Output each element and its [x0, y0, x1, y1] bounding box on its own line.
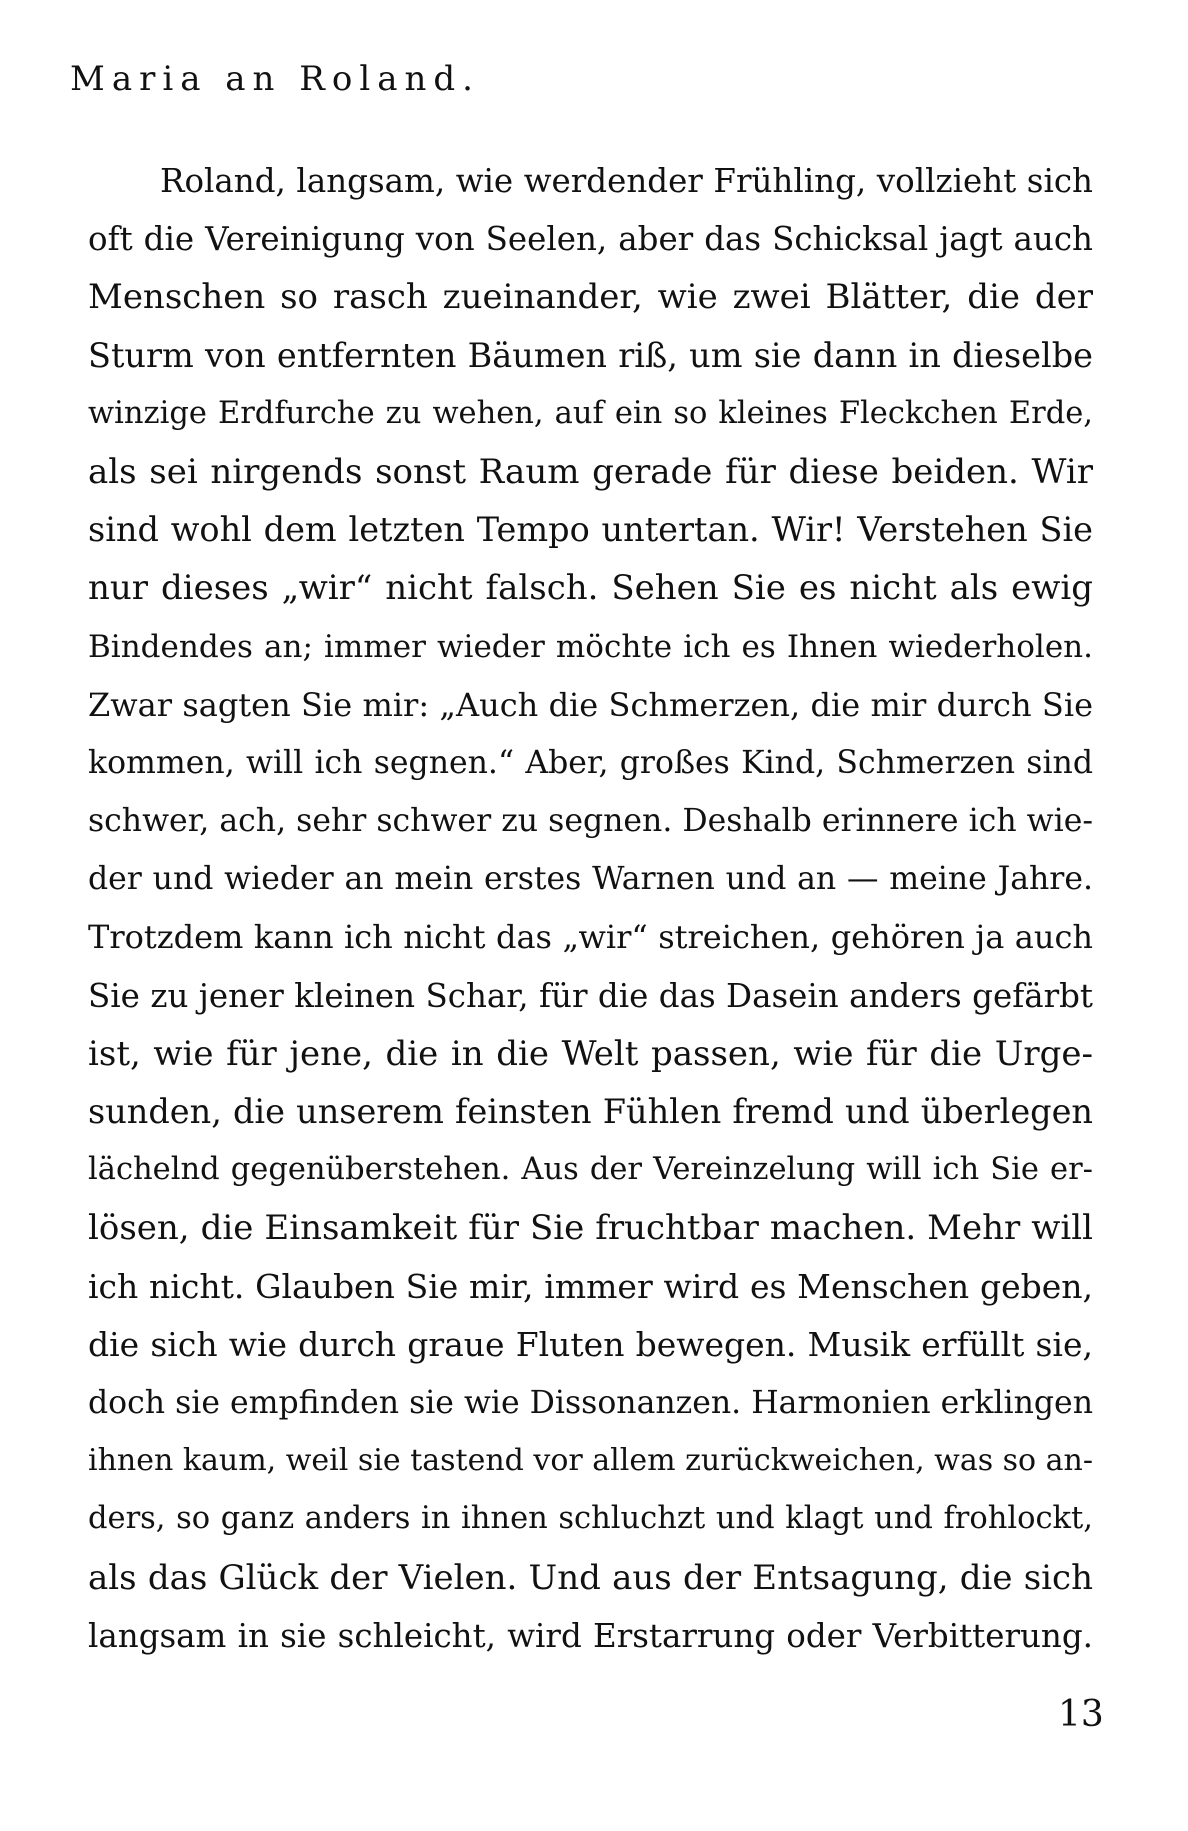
text-line: die sich wie durch graue Fluten bewegen. Musik erfüllt sie,	[88, 1324, 1093, 1364]
text-line: Zwar sagten Sie mir: „Auch die Schmerzen, die mir durch Sie	[88, 685, 1093, 724]
text-line: langsam in sie schleicht, wird Erstarrung oder Verbitterung.	[88, 1616, 1093, 1655]
text-line: lächelnd gegenüberstehen. Aus der Vereinzelung will ich Sie er-	[88, 1152, 1093, 1188]
text-line: ihnen kaum, weil sie tastend vor allem zurückweichen, was so an-	[88, 1443, 1093, 1479]
running-head: Maria an Roland.	[70, 59, 480, 99]
text-line: lösen, die Einsamkeit für Sie fruchtbar machen. Mehr will	[88, 1208, 1093, 1249]
page-number: 13	[1058, 1694, 1104, 1735]
text-line: ist, wie für jene, die in die Welt passen, wie für die Urge-	[88, 1033, 1093, 1074]
body-text	[88, 152, 1093, 1665]
text-line: doch sie empfinden sie wie Dissonanzen. Harmonien erklingen	[88, 1384, 1093, 1421]
text-line: kommen, will ich segnen.“ Aber, großes Kind, Schmerzen sind	[88, 744, 1093, 781]
text-line: Bindendes an; immer wieder möchte ich es Ihnen wiederholen.	[88, 628, 1093, 665]
text-line: als das Glück der Vielen. Und aus der Entsagung, die sich	[88, 1557, 1093, 1598]
text-line: oft die Vereinigung von Seelen, aber das Schicksal jagt auch	[88, 220, 1093, 259]
text-line: sunden, die unserem feinsten Fühlen fremd und überlegen	[88, 1092, 1093, 1131]
text-line: Sturm von entfernten Bäumen riß, um sie dann in dieselbe	[88, 335, 1093, 375]
text-line: nur dieses „wir“ nicht falsch. Sehen Sie es nicht als ewig	[88, 568, 1093, 609]
text-line: ich nicht. Glauben Sie mir, immer wird es Menschen geben,	[88, 1266, 1093, 1306]
text-line: ders, so ganz anders in ihnen schluchzt und klagt und frohlockt,	[88, 1501, 1093, 1537]
text-line: sind wohl dem letzten Tempo untertan. Wir! Verstehen Sie	[88, 510, 1093, 550]
text-line: Trotzdem kann ich nicht das „wir“ streichen, gehören ja auch	[88, 918, 1093, 957]
text-line: winzige Erdfurche zu wehen, auf ein so kleines Fleckchen Erde,	[88, 395, 1093, 431]
text-line: als sei nirgends sonst Raum gerade für diese beiden. Wir	[88, 451, 1093, 492]
text-line: der und wieder an mein erstes Warnen und an — meine Jahre.	[88, 861, 1093, 898]
text-line: Menschen so rasch zueinander, wie zwei Blätter, die der	[88, 277, 1093, 318]
text-line: schwer, ach, sehr schwer zu segnen. Deshalb erinnere ich wie-	[88, 803, 1093, 840]
text-line: Roland, langsam, wie werdender Frühling, vollzieht sich	[160, 162, 1093, 200]
text-line: Sie zu jener kleinen Schar, für die das Dasein anders gefärbt	[88, 976, 1093, 1015]
